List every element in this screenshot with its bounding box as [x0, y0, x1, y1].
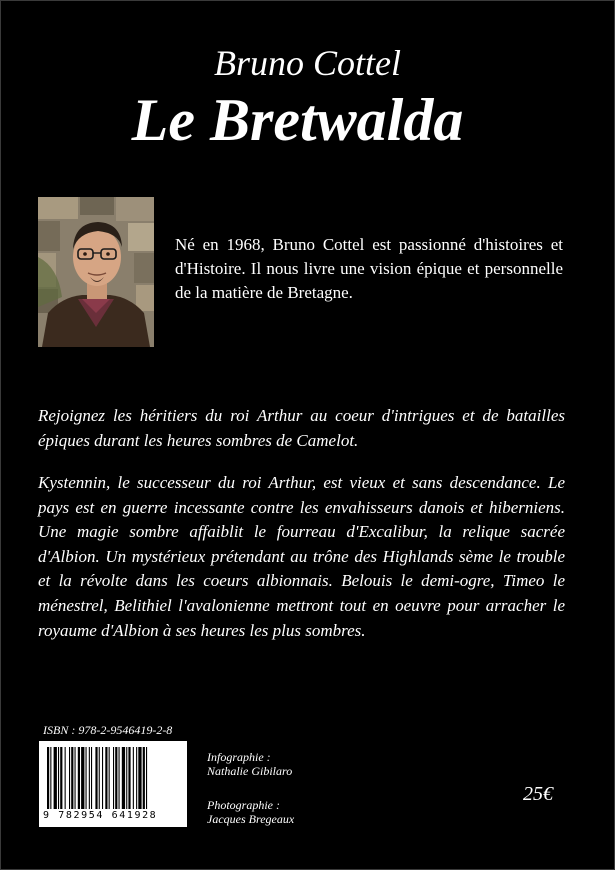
barcode-bars — [47, 747, 179, 809]
barcode-bar — [109, 747, 110, 809]
barcode-bar — [47, 747, 49, 809]
barcode — [39, 741, 187, 827]
credit-infographie-label: Infographie : — [207, 750, 271, 764]
credit-photographie — [207, 798, 294, 826]
barcode-bar — [119, 747, 120, 809]
barcode-bar — [133, 747, 134, 809]
barcode-bar — [89, 747, 90, 809]
barcode-bar — [65, 747, 66, 809]
author-name: Bruno Cottel — [214, 43, 401, 83]
barcode-bar — [122, 747, 125, 809]
barcode-bar — [136, 747, 137, 809]
barcode-bar — [78, 747, 80, 809]
price: 25€ — [523, 783, 553, 805]
barcode-bar — [54, 747, 57, 809]
barcode-bar — [128, 747, 130, 809]
credit-photographie-label: Photographie : — [207, 798, 280, 812]
barcode-digits: 9 782954 641928 — [43, 810, 158, 821]
book-title: Le Bretwalda — [131, 87, 464, 153]
barcode-bar — [99, 747, 100, 809]
credit-infographie-name: Nathalie Gibilaro — [207, 764, 293, 778]
barcode-bar — [75, 747, 76, 809]
barcode-bar — [86, 747, 87, 809]
barcode-bar — [69, 747, 70, 809]
barcode-bar — [115, 747, 117, 809]
barcode-bar — [113, 747, 114, 809]
barcode-bar — [105, 747, 107, 809]
isbn: ISBN : 978-2-9546419-2-8 — [43, 723, 173, 737]
barcode-bar — [81, 747, 84, 809]
author-photo — [38, 197, 154, 347]
barcode-bar — [143, 747, 145, 809]
barcode-bar — [60, 747, 62, 809]
tagline: Rejoignez les héritiers du roi Arthur au coeur d'intrigues et de batailles épiques durant les heures sombres de Camelot. — [38, 406, 565, 450]
barcode-bar — [71, 747, 73, 809]
barcode-bar — [126, 747, 127, 809]
barcode-bar — [50, 747, 51, 809]
barcode-bar — [102, 747, 103, 809]
credit-infographie — [207, 750, 292, 778]
credit-photographie-name: Jacques Bregeaux — [207, 812, 295, 826]
barcode-bar — [146, 747, 147, 809]
barcode-bar — [138, 747, 141, 809]
barcode-bar — [58, 747, 59, 809]
author-bio: Né en 1968, Bruno Cottel est passionné d'histoires et d'Histoire. Il nous livre une vision épique et personnelle de la matière de Bretagne. — [175, 235, 563, 302]
synopsis: Kystennin, le successeur du roi Arthur, est vieux et sans descendance. Le pays est en guerre incessante contre les envahisseurs danois et hiberniens. Une magie sombre affaiblit le fourreau d'Excalibur, la relique sacrée d'Albion. Un mystérieux prétendant au trône des Highlands sème le trouble et la révolte dans les coeurs albionnais. Belouis le demi-ogre, Timeo le ménestrel, Belithiel l'avalonienne mettront tout en oeuvre pour arracher le royaume d'Albion à ses heures les plus sombres. — [38, 473, 565, 640]
barcode-bar — [91, 747, 92, 809]
barcode-bar — [95, 747, 97, 809]
